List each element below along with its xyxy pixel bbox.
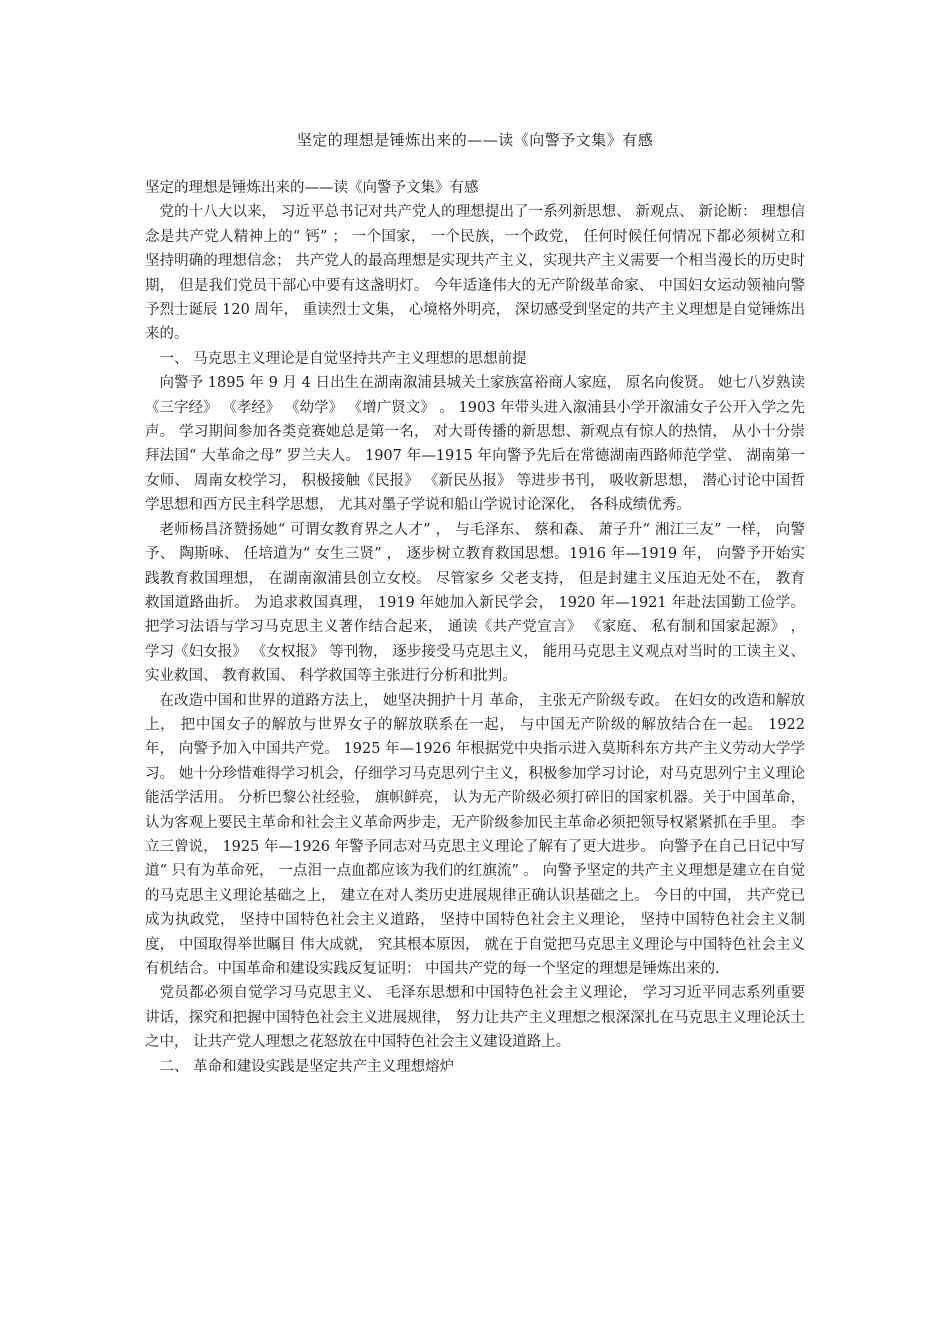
- document-body: [145, 176, 805, 1079]
- paragraph-intro: 党的十八大以来， 习近平总书记对共产党人的理想提出了一系列新思想、 新观点、 新论断： 理想信念是共产党人精神上的“ 钙” ； 一个国家， 一个民族，一个政党， 任何时候任何情况下都必须树立和坚持明确的理想信念； 共产党人的最高理想是实现共产主义，实现共产主义需要一个相当漫长的历史时期， 但是我们党员干部心中要有这盏明灯。 今年适逢伟大的无产阶级革命家、 中国妇女运动领袖向警予烈士诞辰 120 周年， 重读烈士文集， 心境格外明亮， 深切感受到坚定的共产主义理想是自觉锤炼出来的。: [145, 204, 805, 343]
- document-title: 坚定的理想是锤炼出来的——读《向警予文集》有感: [296, 131, 654, 149]
- paragraph-revolution-path: 在改造中国和世界的道路方法上， 她坚决拥护十月 革命， 主张无产阶级专政。 在妇女的改造和解放上， 把中国女子的解放与世界女子的解放联系在一起， 与中国无产阶级的解放结合在一起。 1922 年， 向警予加入中国共产党。 1925 年—1926 年根据党中央指示进入莫斯科东方共产主义劳动大学学习。 她十分珍惜难得学习机会，仔细学习马克思列宁主义，积极参加学习讨论，对马克思列宁主义理论能活学活用。 分析巴黎公社经验， 旗帜鲜亮， 认为无产阶级必须打碎旧的国家机器。关于中国革命， 认为客观上要民主革命和社会主义革命两步走，无产阶级参加民主革命必须把领导权紧紧抓在手里。 李立三曾说， 1925 年—1926 年警予同志对马克思主义理论了解有了更大进步。 向警予在自己日记中写道“ 只有为革命死， 一点泪一点血都应该为我们的红旗流” 。 向警予坚定的共产主义理想是建立在自觉的马克思主义理论基础之上， 建立在对人类历史进展规律正确认识基础之上。 今日的中国， 共产党已成为执政党， 坚持中国特色社会主义道路， 坚持中国特色社会主义理论， 坚持中国特色社会主义制度， 中国取得举世瞩目 伟大成就， 究其根本原因， 就在于自觉把马克思主义理论与中国特色社会主义有机结合。中国革命和建设实践反复证明： 中国共产党的每一个坚定的理想是锤炼出来的.: [145, 692, 805, 977]
- document-subtitle: 坚定的理想是锤炼出来的——读《向警予文集》有感: [145, 180, 479, 196]
- section-heading-1: 一、 马克思主义理论是自觉坚持共产主义理想的思想前提: [159, 350, 527, 367]
- paragraph-early-life: 向警予 1895 年 9 月 4 日出生在湖南溆浦县城关土家族富裕商人家庭， 原名向俊贤。 她七八岁熟读《三字经》 《孝经》 《幼学》 《增广贤文》 。 1903 年带头进入溆浦县小学开溆浦女子公开入学之先声。 学习期间参加各类竞赛她总是第一名， 对大哥传播的新思想、新观点有惊人的热情， 从小十分崇拜法国“ 大革命之母” 罗兰夫人。 1907 年—1915 年向警予先后在常德湖南西路师范学堂、 湖南第一女师、 周南女校学习， 积极接触《民报》 《新民丛报》 等进步书刊， 吸收新思想， 潜心讨论中国哲学思想和西方民主科学思想， 尤其对墨子学说和船山学说讨论深化， 各科成绩优秀。: [145, 375, 805, 514]
- section-heading-2: 二、 革命和建设实践是坚定共产主义理想熔炉: [159, 1058, 455, 1075]
- paragraph-party-members: 党员都必须自觉学习马克思主义、 毛泽东思想和中国特色社会主义理论， 学习习近平同志系列重要讲话，探究和把握中国特色社会主义进展规律， 努力让共产主义理想之根深深扎在马克思主义理论沃土之中， 让共产党人理想之花怒放在中国特色社会主义建设道路上。: [145, 985, 805, 1051]
- paragraph-education-ideal: 老师杨昌济赞扬她“ 可谓女教育界之人才” ， 与毛泽东、 蔡和森、 萧子升“ 湘江三友” 一样， 向警予、 陶斯咏、 任培道为“ 女生三贤” ， 逐步树立教育救国思想。1916 年—1919 年， 向警予开始实践教育救国理想， 在湖南溆浦县创立女校。 尽管家乡 父老支持， 但是封建主义压迫无处不在， 教育救国道路曲折。 为追求救国真理， 1919 年她加入新民学会， 1920 年—1921 年赴法国勤工俭学。 把学习法语与学习马克思主义著作结合起来， 通读《共产党宣言》 《家庭、 私有制和国家起源》 ， 学习《妇女报》 《女权报》 等刊物， 逐步接受马克思主义， 能用马克思主义观点对当时的工读主义、实业救国、 教育救国、 科学救国等主张进行分析和批判。: [145, 521, 805, 685]
